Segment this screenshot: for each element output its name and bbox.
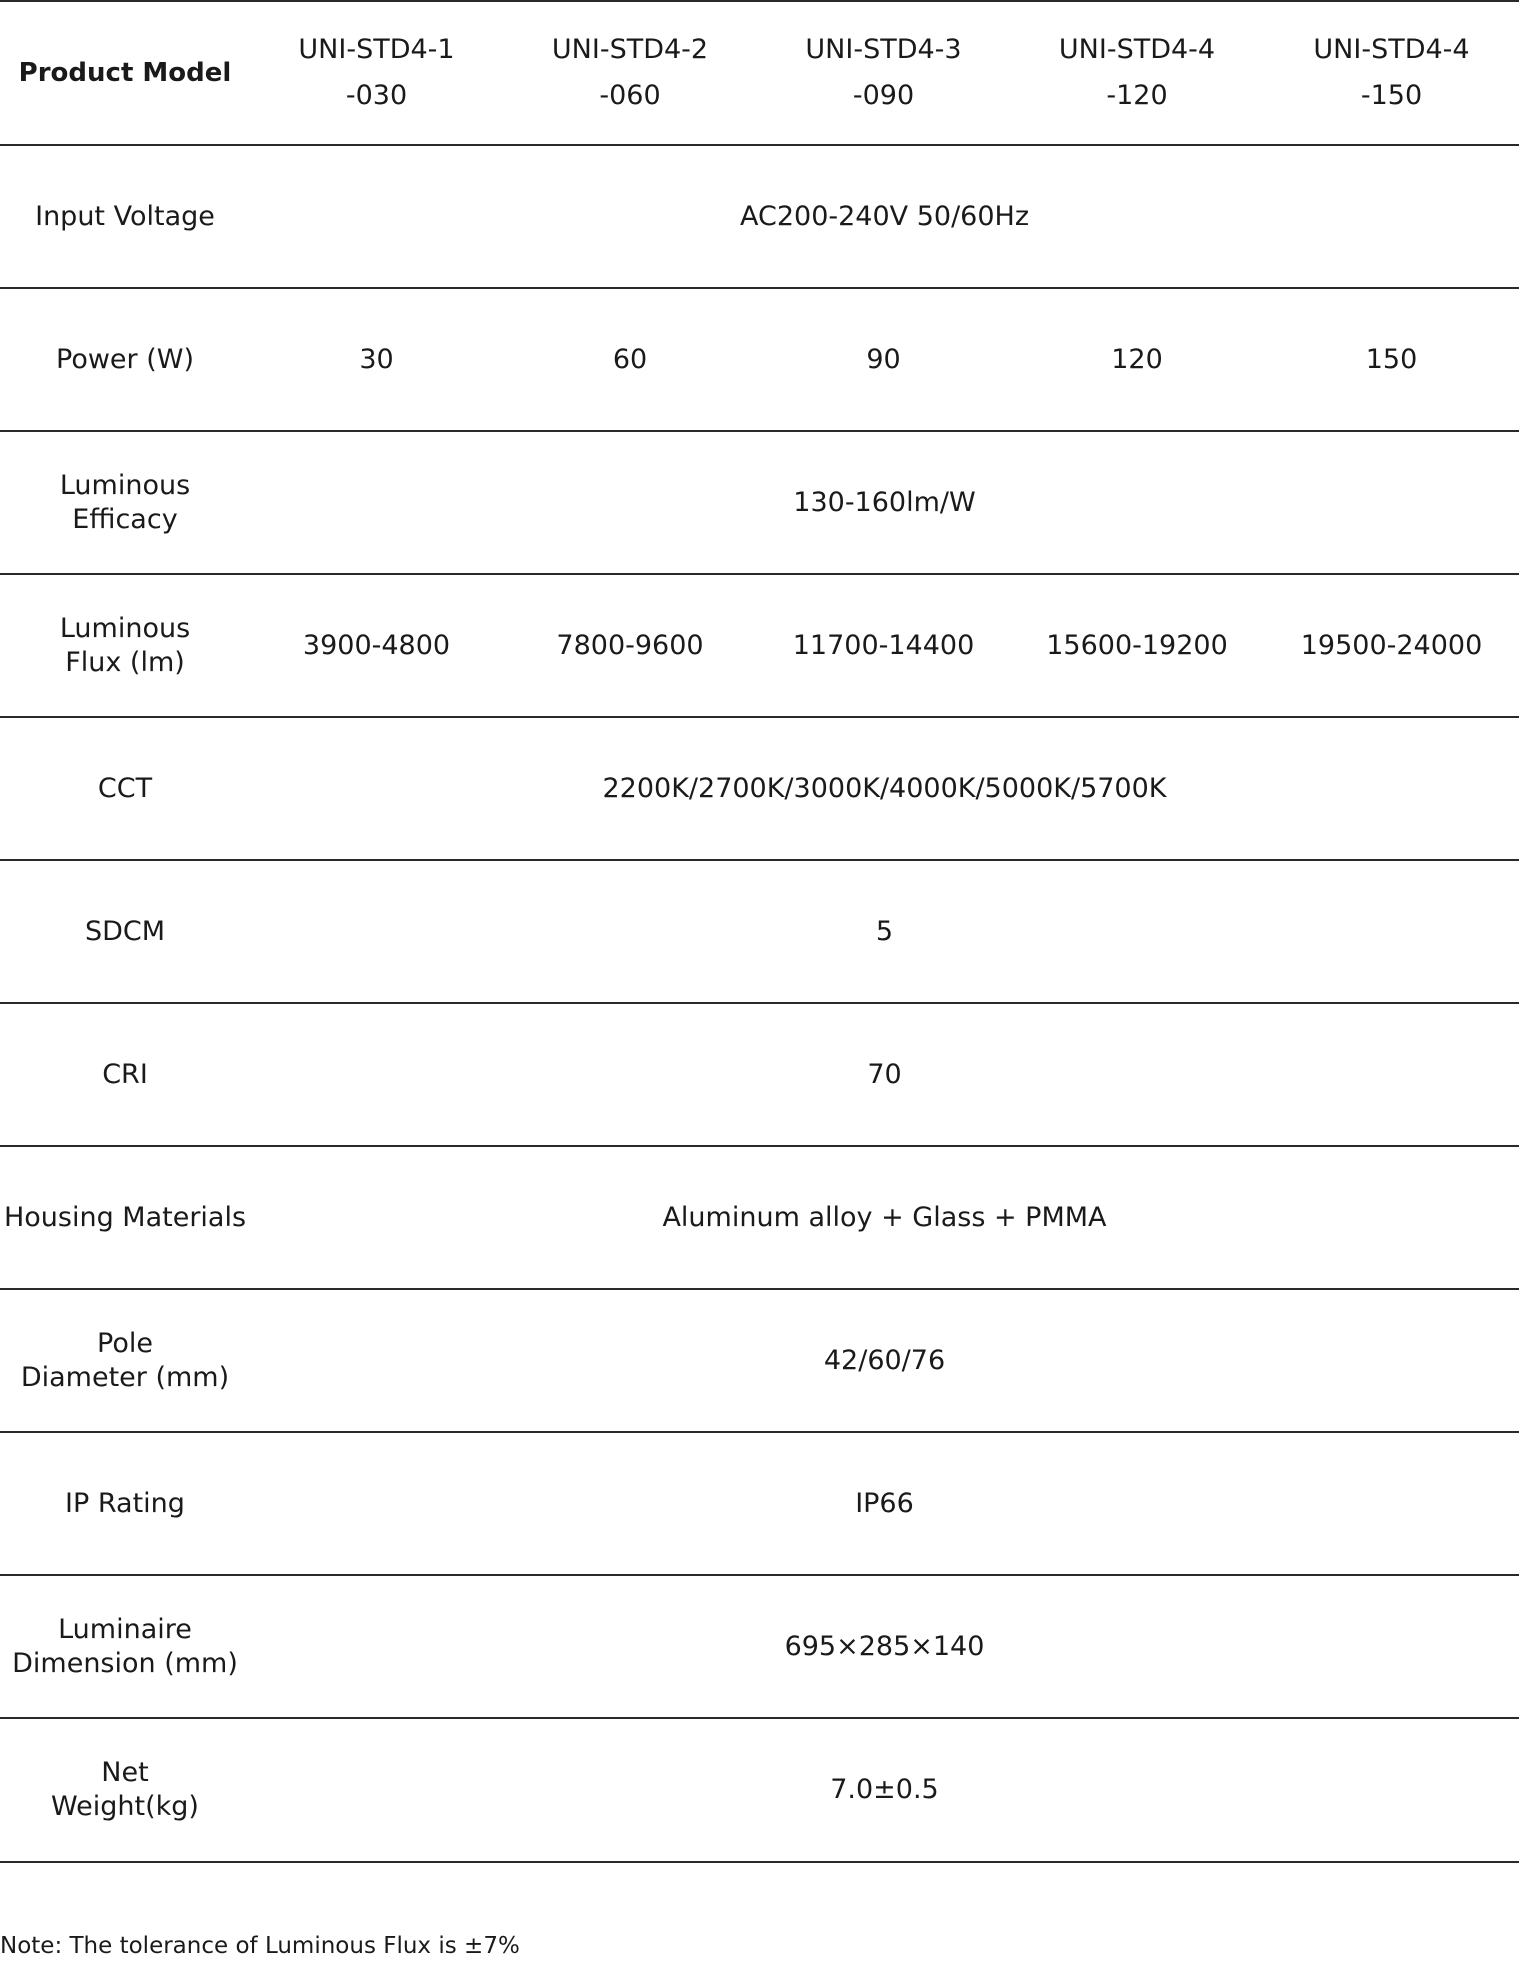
value-cell: 30 bbox=[359, 343, 394, 375]
row-label: Net Weight(kg) bbox=[51, 1757, 199, 1822]
row-label: Luminaire Dimension (mm) bbox=[12, 1613, 238, 1679]
row-cri bbox=[0, 1002, 1519, 1145]
row-label: Luminous Flux (lm) bbox=[59, 612, 191, 678]
row-sdcm bbox=[0, 859, 1519, 1002]
row-housing-materials bbox=[0, 1145, 1519, 1288]
model-cell: UNI-STD4-4 -150 bbox=[1313, 34, 1470, 111]
value-cell: 42/60/76 bbox=[823, 1344, 946, 1376]
value-cell: AC200-240V 50/60Hz bbox=[740, 200, 1029, 232]
value-cell: 70 bbox=[867, 1058, 902, 1090]
model-cell: UNI-STD4-1 -030 bbox=[298, 34, 455, 111]
row-label: CCT bbox=[97, 772, 153, 804]
value-cell: 7.0±0.5 bbox=[830, 1774, 939, 1805]
row-label: Input Voltage bbox=[35, 200, 215, 232]
value-cell: 130-160lm/W bbox=[793, 486, 976, 518]
row-input-voltage bbox=[0, 144, 1519, 287]
value-cell: 19500-24000 bbox=[1300, 629, 1483, 661]
value-cell: IP66 bbox=[855, 1487, 914, 1519]
row-pole-diameter bbox=[0, 1288, 1519, 1431]
row-label: IP Rating bbox=[65, 1487, 185, 1519]
value-cell: 5 bbox=[875, 915, 894, 947]
model-cell: UNI-STD4-2 -060 bbox=[551, 34, 709, 111]
row-luminaire-dimension bbox=[0, 1574, 1519, 1717]
value-cell: 2200K/2700K/3000K/4000K/5000K/5700K bbox=[602, 772, 1167, 804]
tolerance-note: Note: The tolerance of Luminous Flux is ±7% bbox=[0, 1933, 520, 1959]
row-label: CRI bbox=[102, 1058, 148, 1090]
row-label: Pole Diameter (mm) bbox=[20, 1327, 230, 1393]
row-cct bbox=[0, 716, 1519, 859]
row-label: Luminous Efficacy bbox=[59, 469, 191, 535]
row-label: Housing Materials bbox=[3, 1201, 247, 1233]
model-cell: UNI-STD4-3 -090 bbox=[805, 34, 962, 111]
row-power bbox=[0, 287, 1519, 430]
row-label: SDCM bbox=[84, 915, 166, 947]
value-cell: 150 bbox=[1365, 343, 1418, 375]
row-label: Power (W) bbox=[56, 343, 194, 375]
row-net-weight bbox=[0, 1717, 1519, 1863]
model-cell: UNI-STD4-4 -120 bbox=[1058, 34, 1216, 111]
row-product-model bbox=[0, 0, 1519, 144]
value-cell: 120 bbox=[1111, 343, 1163, 375]
row-luminous-flux bbox=[0, 573, 1519, 716]
value-cell: Aluminum alloy + Glass + PMMA bbox=[662, 1201, 1107, 1233]
value-cell: 60 bbox=[612, 343, 648, 375]
value-cell: 15600-19200 bbox=[1046, 629, 1228, 661]
value-cell: 11700-14400 bbox=[792, 629, 975, 661]
row-luminous-efficacy bbox=[0, 430, 1519, 573]
row-ip-rating bbox=[0, 1431, 1519, 1574]
value-cell: 695×285×140 bbox=[784, 1630, 985, 1662]
value-cell: 7800-9600 bbox=[556, 629, 704, 661]
value-cell: 3900-4800 bbox=[302, 629, 451, 661]
value-cell: 90 bbox=[866, 343, 901, 375]
row-label: Product Model bbox=[18, 58, 232, 88]
